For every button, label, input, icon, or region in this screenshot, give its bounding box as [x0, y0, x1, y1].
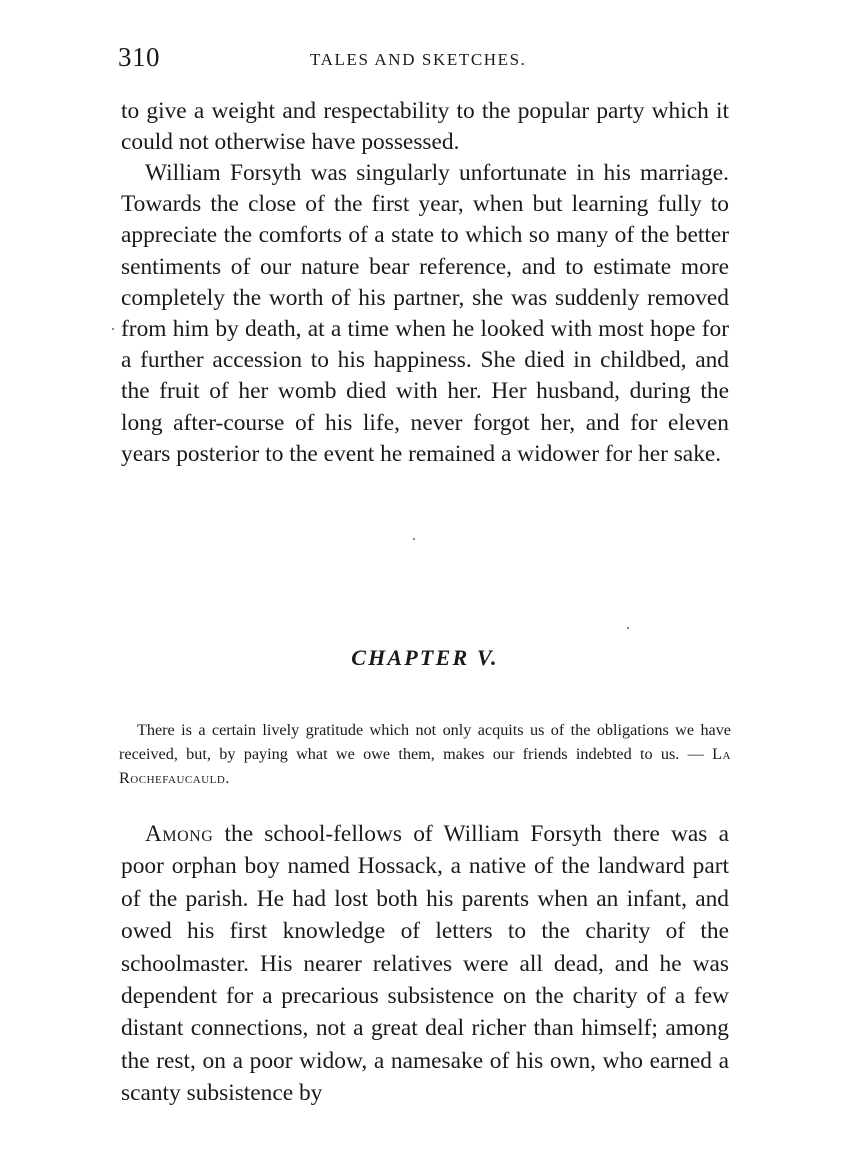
- lead-word: Among: [145, 821, 214, 847]
- paragraph-text: to give a weight and respectability to the popular party which it could not otherwise have possessed.: [121, 98, 729, 156]
- print-speck: [413, 538, 415, 540]
- chapter-heading: CHAPTER V.: [351, 645, 499, 670]
- opening-text: the school-fellows of William Forsyth there was a poor orphan boy named Hossack, a native of the landward part of the parish. He had lost both his parents when an infant, and owed his first knowledge of letters to the charity of the schoolmaster. His nearer relatives were all dead, and he was dependent for a precarious subsistence on the charity of a few distant connections, not a great deal richer than himself; among the rest, on a poor widow, a namesake of his own, who earned a scanty subsistence by: [121, 821, 729, 1107]
- page-header: [118, 42, 730, 76]
- paragraph-text: William Forsyth was singularly unfortunate in his marriage. Towards the close of the first year, when but learning fully to appreciate the comforts of a state to which so many of the better sentiments of our nature bear reference, and to estimate more completely the worth of his partner, she was suddenly removed from him by death, at a time when he looked with most hope for a further accession to his happiness. She died in childbed, and the fruit of her womb died with her. Her husband, during the long after-course of his life, never forgot her, and for eleven years posterior to the event he remained a widower for her sake.: [121, 160, 729, 467]
- paragraph-text: [121, 818, 729, 1110]
- epigraph-quote: There is a certain lively gratitude which not only acquits us of the obligations we have received, but, by paying what we owe them, makes our friends indebted to us. —: [119, 721, 731, 763]
- paragraph-continued: [121, 96, 729, 158]
- epigraph-attribution: La Rochefaucauld.: [119, 745, 732, 787]
- print-speck: [627, 627, 629, 629]
- print-speck: [112, 328, 114, 330]
- paragraph-marriage: [121, 158, 729, 470]
- running-head: TALES AND SKETCHES.: [310, 50, 527, 69]
- page-number: 310: [118, 42, 160, 72]
- epigraph-text: [119, 718, 731, 790]
- epigraph: [119, 718, 731, 790]
- paragraph-chapter-opening: [121, 818, 729, 1110]
